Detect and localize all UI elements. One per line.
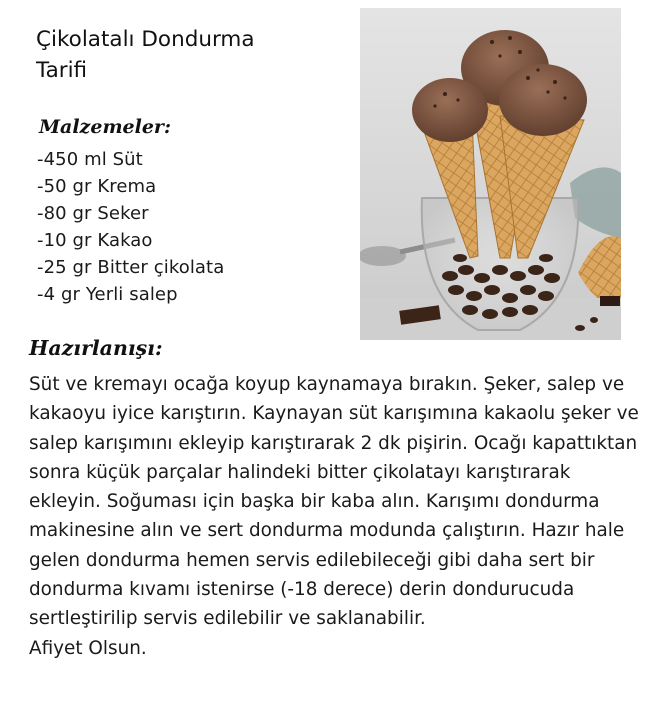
preparation-heading: Hazırlanışı: bbox=[29, 336, 163, 360]
ingredients-list bbox=[37, 146, 224, 308]
preparation-body bbox=[29, 370, 641, 663]
closing-text: Afiyet Olsun. bbox=[29, 637, 147, 659]
ingredients-heading: Malzemeler: bbox=[39, 116, 171, 138]
preparation-text: Süt ve kremayı ocağa koyup kaynamaya bırakın. Şeker, salep ve kakaoyu iyice karıştırın. Kaynayan süt karışımına kakaolu şeker ve salep karışımını ekleyip karıştırarak 2 dk pişirin. Ocağı kapattıktan sonra küçük parçalar halindeki bitter çikolatayı karıştırarak ekleyin. Soğuması için başka bir kaba alın. Karışımı dondurma makinesine alın ve sert dondurma modunda çalıştırın. Hazır hale gelen dondurma hemen servis edilebileceği gibi daha sert bir dondurma kıvamı istenirse (-18 derece) derin dondurucuda sertleştirilip servis edilebilir ve saklanabilir. bbox=[29, 374, 639, 630]
ingredient-item: -25 gr Bitter çikolata bbox=[37, 257, 225, 278]
recipe-title: Çikolatalı Dondurma Tarifi bbox=[36, 27, 255, 83]
chocolate-ice-cream-cones-photo bbox=[360, 8, 621, 340]
ingredient-item: -4 gr Yerli salep bbox=[37, 284, 178, 305]
ingredient-item: -50 gr Krema bbox=[37, 176, 157, 197]
ingredient-item: -80 gr Seker bbox=[37, 203, 149, 224]
ice-cream-photo bbox=[360, 8, 621, 340]
ingredient-item: -450 ml Süt bbox=[37, 149, 143, 170]
ingredient-item: -10 gr Kakao bbox=[37, 230, 153, 251]
